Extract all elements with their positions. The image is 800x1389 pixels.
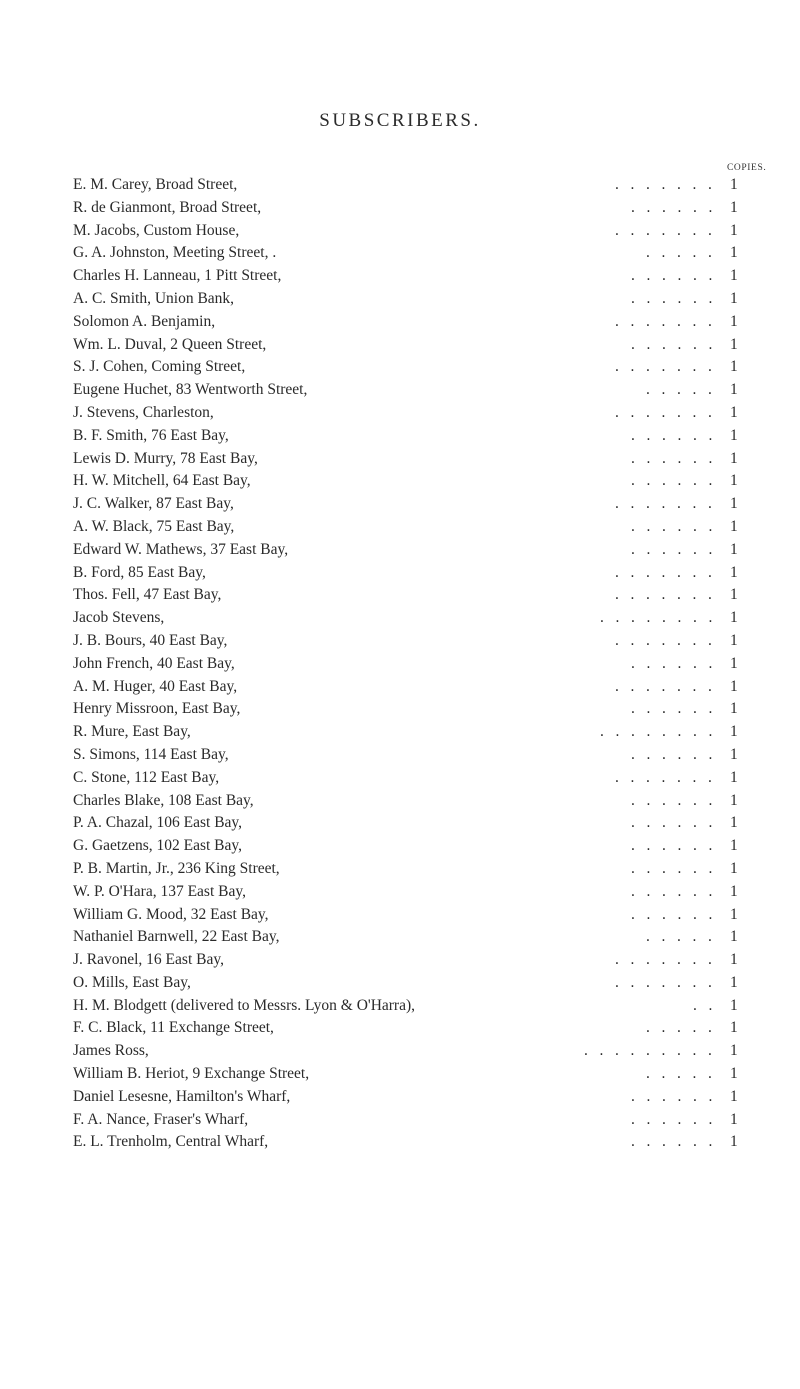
leader-dots: . . . . . . . <box>615 495 712 513</box>
subscriber-row <box>0 289 800 312</box>
subscriber-row <box>0 859 800 882</box>
copies-count: 1 <box>730 221 738 239</box>
leader-dots: . . . . . . <box>631 449 713 467</box>
subscriber-name: P. B. Martin, Jr., 236 King Street, <box>73 859 280 877</box>
subscriber-name: G. Gaetzens, 102 East Bay, <box>73 837 243 855</box>
subscriber-name: A. C. Smith, Union Bank, <box>73 289 235 307</box>
copies-count: 1 <box>730 540 738 558</box>
subscriber-row <box>0 905 800 928</box>
subscriber-name: S. J. Cohen, Coming Street, <box>73 358 246 376</box>
copies-count: 1 <box>730 837 738 855</box>
subscriber-row <box>0 221 800 244</box>
copies-count: 1 <box>730 996 738 1014</box>
copies-count: 1 <box>730 517 738 535</box>
subscriber-row <box>0 722 800 745</box>
leader-dots: . . . . . . <box>631 517 713 535</box>
subscriber-row <box>0 950 800 973</box>
subscriber-name: James Ross, <box>73 1042 149 1060</box>
leader-dots: . . . . . . . <box>615 403 712 421</box>
subscriber-name: J. C. Walker, 87 East Bay, <box>73 495 234 513</box>
subscriber-row <box>0 745 800 768</box>
leader-dots: . . . . . <box>646 928 712 946</box>
leader-dots: . . . . . . <box>631 472 713 490</box>
copies-count: 1 <box>730 358 738 376</box>
subscriber-row <box>0 494 800 517</box>
subscriber-name: E. L. Trenholm, Central Wharf, <box>73 1133 269 1151</box>
copies-count: 1 <box>730 745 738 763</box>
subscriber-name: W. P. O'Hara, 137 East Bay, <box>73 882 246 900</box>
leader-dots: . . . . . <box>646 381 712 399</box>
subscriber-row <box>0 1064 800 1087</box>
leader-dots: . . . . . <box>646 1065 712 1083</box>
copies-count: 1 <box>730 335 738 353</box>
copies-count: 1 <box>730 882 738 900</box>
copies-count: 1 <box>730 1042 738 1060</box>
copies-count: 1 <box>730 289 738 307</box>
copies-count: 1 <box>730 723 738 741</box>
subscriber-row <box>0 882 800 905</box>
copies-count: 1 <box>730 973 738 991</box>
subscriber-name: B. F. Smith, 76 East Bay, <box>73 426 229 444</box>
subscriber-row <box>0 243 800 266</box>
copies-count: 1 <box>730 1110 738 1128</box>
leader-dots: . . . . . . . <box>615 951 712 969</box>
copies-count: 1 <box>730 1019 738 1037</box>
subscriber-row <box>0 357 800 380</box>
subscriber-row <box>0 631 800 654</box>
copies-count: 1 <box>730 472 738 490</box>
subscriber-row <box>0 927 800 950</box>
subscriber-name: J. Stevens, Charleston, <box>73 403 214 421</box>
copies-count: 1 <box>730 449 738 467</box>
subscriber-name: J. B. Bours, 40 East Bay, <box>73 631 228 649</box>
copies-count: 1 <box>730 1087 738 1105</box>
subscriber-name: A. M. Huger, 40 East Bay, <box>73 677 238 695</box>
copies-count: 1 <box>730 563 738 581</box>
subscriber-row <box>0 1110 800 1133</box>
subscriber-name: E. M. Carey, Broad Street, <box>73 176 238 193</box>
leader-dots: . . . . . . <box>631 814 713 832</box>
copies-count: 1 <box>730 609 738 627</box>
copies-count: 1 <box>730 654 738 672</box>
leader-dots: . . . . . . <box>631 905 713 923</box>
subscriber-name: William B. Heriot, 9 Exchange Street, <box>73 1065 310 1083</box>
subscriber-row <box>0 1018 800 1041</box>
leader-dots: . . . . . . <box>631 267 713 285</box>
subscriber-row <box>0 973 800 996</box>
subscriber-row <box>0 654 800 677</box>
leader-dots: . . . . . . <box>631 1110 713 1128</box>
copies-count: 1 <box>730 928 738 946</box>
subscriber-row <box>0 1087 800 1110</box>
subscriber-row <box>0 471 800 494</box>
leader-dots: . . . . . . . <box>615 312 712 330</box>
subscriber-row <box>0 677 800 700</box>
leader-dots: . . . . . . . <box>615 358 712 376</box>
leader-dots: . . . . . . <box>631 791 713 809</box>
subscriber-name: M. Jacobs, Custom House, <box>73 221 240 239</box>
subscriber-name: B. Ford, 85 East Bay, <box>73 563 206 581</box>
copies-count: 1 <box>730 1133 738 1151</box>
leader-dots: . . . . . . <box>631 426 713 444</box>
subscriber-name: S. Simons, 114 East Bay, <box>73 745 229 763</box>
leader-dots: . . . . . . <box>631 859 713 877</box>
subscriber-name: Jacob Stevens, <box>73 609 165 627</box>
leader-dots: . . . . . . <box>631 1133 713 1151</box>
leader-dots: . . . . . . <box>631 745 713 763</box>
subscriber-row <box>0 540 800 563</box>
subscriber-name: John French, 40 East Bay, <box>73 654 235 672</box>
copies-count: 1 <box>730 814 738 832</box>
subscriber-name: P. A. Chazal, 106 East Bay, <box>73 814 243 832</box>
subscriber-name: R. de Gianmont, Broad Street, <box>73 198 262 216</box>
subscriber-row <box>0 996 800 1019</box>
subscriber-row <box>0 1132 800 1155</box>
leader-dots: . . <box>693 996 713 1014</box>
leader-dots: . . . . . . <box>631 335 713 353</box>
leader-dots: . . . . . . . . <box>600 609 713 627</box>
copies-count: 1 <box>730 244 738 262</box>
subscriber-name: Lewis D. Murry, 78 East Bay, <box>73 449 258 467</box>
subscriber-name: William G. Mood, 32 East Bay, <box>73 905 269 923</box>
leader-dots: . . . . . . <box>631 882 713 900</box>
leader-dots: . . . . . . . . <box>600 723 713 741</box>
copies-column-header: COPIES. <box>727 163 767 173</box>
subscriber-list <box>0 175 800 1155</box>
copies-count: 1 <box>730 859 738 877</box>
leader-dots: . . . . . . . <box>615 563 712 581</box>
leader-dots: . . . . . . . <box>615 631 712 649</box>
leader-dots: . . . . . . . <box>615 973 712 991</box>
subscriber-name: H. M. Blodgett (delivered to Messrs. Lyon & O'Harra), <box>73 996 416 1014</box>
subscriber-name: C. Stone, 112 East Bay, <box>73 768 220 786</box>
subscriber-name: Charles H. Lanneau, 1 Pitt Street, <box>73 267 282 285</box>
copies-count: 1 <box>730 381 738 399</box>
copies-count: 1 <box>730 312 738 330</box>
subscriber-row <box>0 791 800 814</box>
copies-count: 1 <box>730 426 738 444</box>
leader-dots: . . . . . . <box>631 837 713 855</box>
copies-count: 1 <box>730 631 738 649</box>
subscriber-row <box>0 585 800 608</box>
subscriber-name: Nathaniel Barnwell, 22 East Bay, <box>73 928 280 946</box>
leader-dots: . . . . . . . <box>615 176 712 193</box>
leader-dots: . . . . . . <box>631 654 713 672</box>
copies-count: 1 <box>730 1065 738 1083</box>
subscriber-row <box>0 198 800 221</box>
subscriber-name: F. A. Nance, Fraser's Wharf, <box>73 1110 249 1128</box>
copies-count: 1 <box>730 267 738 285</box>
subscriber-name: G. A. Johnston, Meeting Street, . <box>73 244 277 262</box>
subscriber-row <box>0 403 800 426</box>
leader-dots: . . . . . . . <box>615 677 712 695</box>
subscriber-row <box>0 699 800 722</box>
subscriber-row <box>0 1041 800 1064</box>
subscriber-row <box>0 449 800 472</box>
subscriber-row <box>0 426 800 449</box>
subscriber-row <box>0 563 800 586</box>
leader-dots: . . . . . . . . . <box>584 1042 712 1060</box>
leader-dots: . . . . . . <box>631 1087 713 1105</box>
copies-count: 1 <box>730 951 738 969</box>
leader-dots: . . . . . . <box>631 289 713 307</box>
copies-count: 1 <box>730 905 738 923</box>
leader-dots: . . . . . <box>646 244 712 262</box>
subscriber-name: Charles Blake, 108 East Bay, <box>73 791 254 809</box>
copies-count: 1 <box>730 198 738 216</box>
leader-dots: . . . . . . <box>631 700 713 718</box>
subscriber-name: Thos. Fell, 47 East Bay, <box>73 586 222 604</box>
subscriber-row <box>0 768 800 791</box>
subscriber-name: H. W. Mitchell, 64 East Bay, <box>73 472 251 490</box>
copies-count: 1 <box>730 495 738 513</box>
subscriber-name: A. W. Black, 75 East Bay, <box>73 517 235 535</box>
subscriber-name: Edward W. Mathews, 37 East Bay, <box>73 540 289 558</box>
copies-count: 1 <box>730 768 738 786</box>
subscriber-row <box>0 608 800 631</box>
page-title: SUBSCRIBERS. <box>319 110 481 131</box>
copies-count: 1 <box>730 791 738 809</box>
subscriber-row <box>0 380 800 403</box>
subscriber-row <box>0 813 800 836</box>
leader-dots: . . . . . . . <box>615 586 712 604</box>
copies-count: 1 <box>730 677 738 695</box>
copies-count: 1 <box>730 403 738 421</box>
leader-dots: . . . . . . . <box>615 768 712 786</box>
copies-count: 1 <box>730 700 738 718</box>
subscriber-row <box>0 175 800 198</box>
subscriber-name: Daniel Lesesne, Hamilton's Wharf, <box>73 1087 291 1105</box>
subscriber-row <box>0 266 800 289</box>
subscriber-row <box>0 517 800 540</box>
subscriber-name: Solomon A. Benjamin, <box>73 312 216 330</box>
leader-dots: . . . . . <box>646 1019 712 1037</box>
copies-count: 1 <box>730 176 738 193</box>
subscriber-row <box>0 836 800 859</box>
subscriber-row <box>0 335 800 358</box>
subscriber-name: F. C. Black, 11 Exchange Street, <box>73 1019 274 1037</box>
leader-dots: . . . . . . <box>631 198 713 216</box>
subscriber-name: J. Ravonel, 16 East Bay, <box>73 951 224 969</box>
subscriber-name: Henry Missroon, East Bay, <box>73 700 241 718</box>
subscriber-name: R. Mure, East Bay, <box>73 723 191 741</box>
subscriber-name: Eugene Huchet, 83 Wentworth Street, <box>73 381 308 399</box>
subscriber-name: O. Mills, East Bay, <box>73 973 191 991</box>
subscriber-row <box>0 312 800 335</box>
leader-dots: . . . . . . <box>631 540 713 558</box>
copies-count: 1 <box>730 586 738 604</box>
leader-dots: . . . . . . . <box>615 221 712 239</box>
subscriber-name: Wm. L. Duval, 2 Queen Street, <box>73 335 267 353</box>
